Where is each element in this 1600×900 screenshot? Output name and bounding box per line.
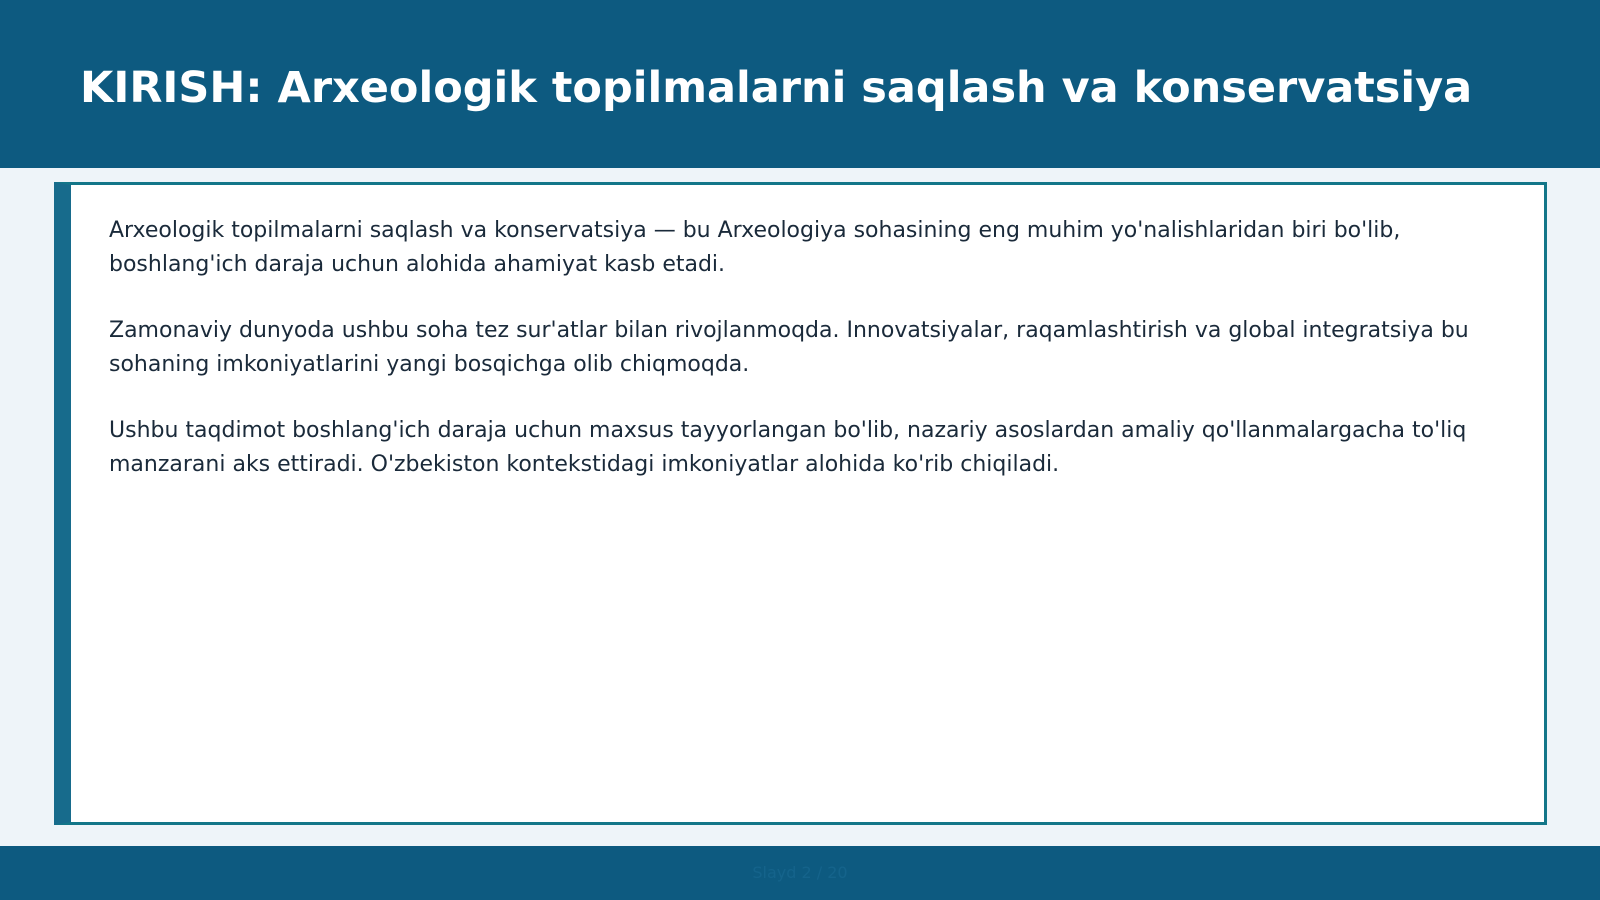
slide-title: KIRISH: Arxeologik topilmalarni saqlash va konservatsiya <box>80 63 1473 113</box>
content-panel <box>54 182 1547 825</box>
intro-paragraph: Arxeologik topilmalarni saqlash va konservatsiya — bu Arxeologiya sohasining eng muhim yo'nalishlaridan biri bo'lib, boshlang'ich daraja uchun alohida ahamiyat kasb etadi. <box>109 218 1401 277</box>
development-paragraph: Zamonaviy dunyoda ushbu soha tez sur'atlar bilan rivojlanmoqda. Innovatsiyalar, raqamlashtirish va global integratsiya bu sohaning imkoniyatlarini yangi bosqichga olib chiqmoqda. <box>109 318 1469 377</box>
presentation-scope-paragraph: Ushbu taqdimot boshlang'ich daraja uchun maxsus tayyorlangan bo'lib, nazariy asoslardan amaliy qo'llanmalargacha to'liq manzarani aks ettiradi. O'zbekiston kontekstidagi imkoniyatlar alohida ko'rib chiqiladi. <box>109 418 1467 477</box>
slide-header <box>0 0 1600 168</box>
slide-footer <box>0 846 1600 900</box>
slide-number: Slayd 2 / 20 <box>752 863 848 882</box>
